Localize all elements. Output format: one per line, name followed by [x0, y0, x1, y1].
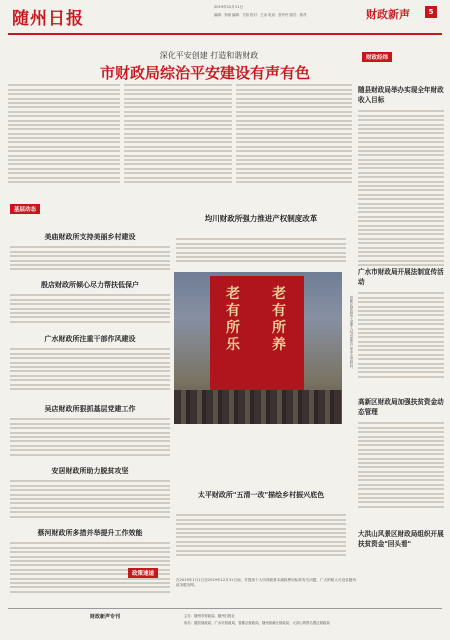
banner-text-left: 老有所乐 [226, 286, 240, 353]
article-title-gaoxin: 高新区财政局加强扶贫资金动态管理 [358, 398, 444, 416]
article-title-junchuan: 均川财政所强力推进产权制度改革 [204, 214, 318, 223]
lead-body-col-2 [124, 82, 232, 198]
article-title-anju: 安居财政所助力脱贫攻坚 [51, 467, 129, 475]
lead-kicker: 深化平安创建 打造和谐财政 [159, 51, 259, 60]
page-footer [8, 608, 442, 635]
right-column [358, 44, 444, 564]
footer-sponsor: 主办：随州市财政局、随州日报社 [184, 614, 235, 618]
policy-tips-text: 在2019年1月1日至2019年12月31日间，对提高个人所得税基本减除费用标准有关问题，广大纳税人可登录随州政务服务网。 [176, 578, 356, 587]
masthead [0, 0, 450, 44]
editor-line: 编辑：李丽 编辑：方如 校对：王冰 电话：张玲玲 版式：郭茂 [214, 13, 307, 17]
section-title: 财政新声 [366, 8, 410, 21]
article-title-suixian: 随县财政局举办实现全年财政收入目标 [358, 86, 444, 104]
article-body-gaoxin [358, 420, 444, 516]
article-title-guangshui-law: 广水市财政局开展法制宣传活动 [358, 268, 444, 286]
article-body-anju [10, 478, 170, 524]
article-body-wudian [10, 416, 170, 462]
newspaper-logo: 随州日报 [12, 9, 84, 29]
news-photo [174, 272, 342, 424]
article-title-caihe: 蔡河财政所多措并举提升工作效能 [37, 529, 143, 537]
photo-caption: 曾都区财政局干部深入结对帮扶户家中走访慰问。 [349, 296, 353, 371]
article-title-dahongshan: 大洪山风景区财政局组织开展扶贫资金"回头看" [358, 530, 444, 548]
article-body-yindian [10, 292, 170, 328]
article-title-taiping: 太平财政所"五清一改"描绘乡村振兴底色 [197, 491, 325, 499]
lead-headline: 市财政局综治平安建设有声有色 [99, 64, 310, 82]
article-title-yindian: 殷店财政所倾心尽力帮扶低保户 [41, 281, 139, 289]
article-title-wudian: 吴店财政所狠抓基层党建工作 [44, 405, 136, 413]
article-body-guangshui-law [358, 290, 444, 386]
masthead-rule [8, 33, 442, 35]
footer-brand: 财政新声专刊 [90, 614, 121, 620]
banner-text-right: 老有所养 [272, 286, 286, 353]
article-body-suixian [358, 108, 444, 280]
article-body-taiping [176, 512, 346, 564]
crowd [174, 390, 342, 424]
article-title-meimiao: 美庙财政所支持美丽乡村建设 [44, 233, 136, 241]
article-body-meimiao [10, 244, 170, 274]
label-finance-brief: 财政经纬 [362, 52, 392, 62]
page-number: 5 [425, 6, 437, 18]
article-title-guangshui: 广水财政所注重干部作风建设 [44, 335, 136, 343]
label-policy-tips: 政策速递 [128, 568, 158, 578]
lead-body-col-1 [8, 82, 120, 198]
issue-date: 2019年12月11日 [214, 5, 244, 9]
lead-body-col-3 [236, 82, 352, 198]
label-grassroots: 基层动态 [10, 204, 40, 214]
article-body-junchuan [176, 236, 346, 268]
footer-co-sponsor: 协办：随县财政局、广水市财政局、曾都区财政局、随州高新区财政局、大洪山风景名胜区财政局 [184, 621, 330, 625]
article-body-guangshui [10, 346, 170, 398]
